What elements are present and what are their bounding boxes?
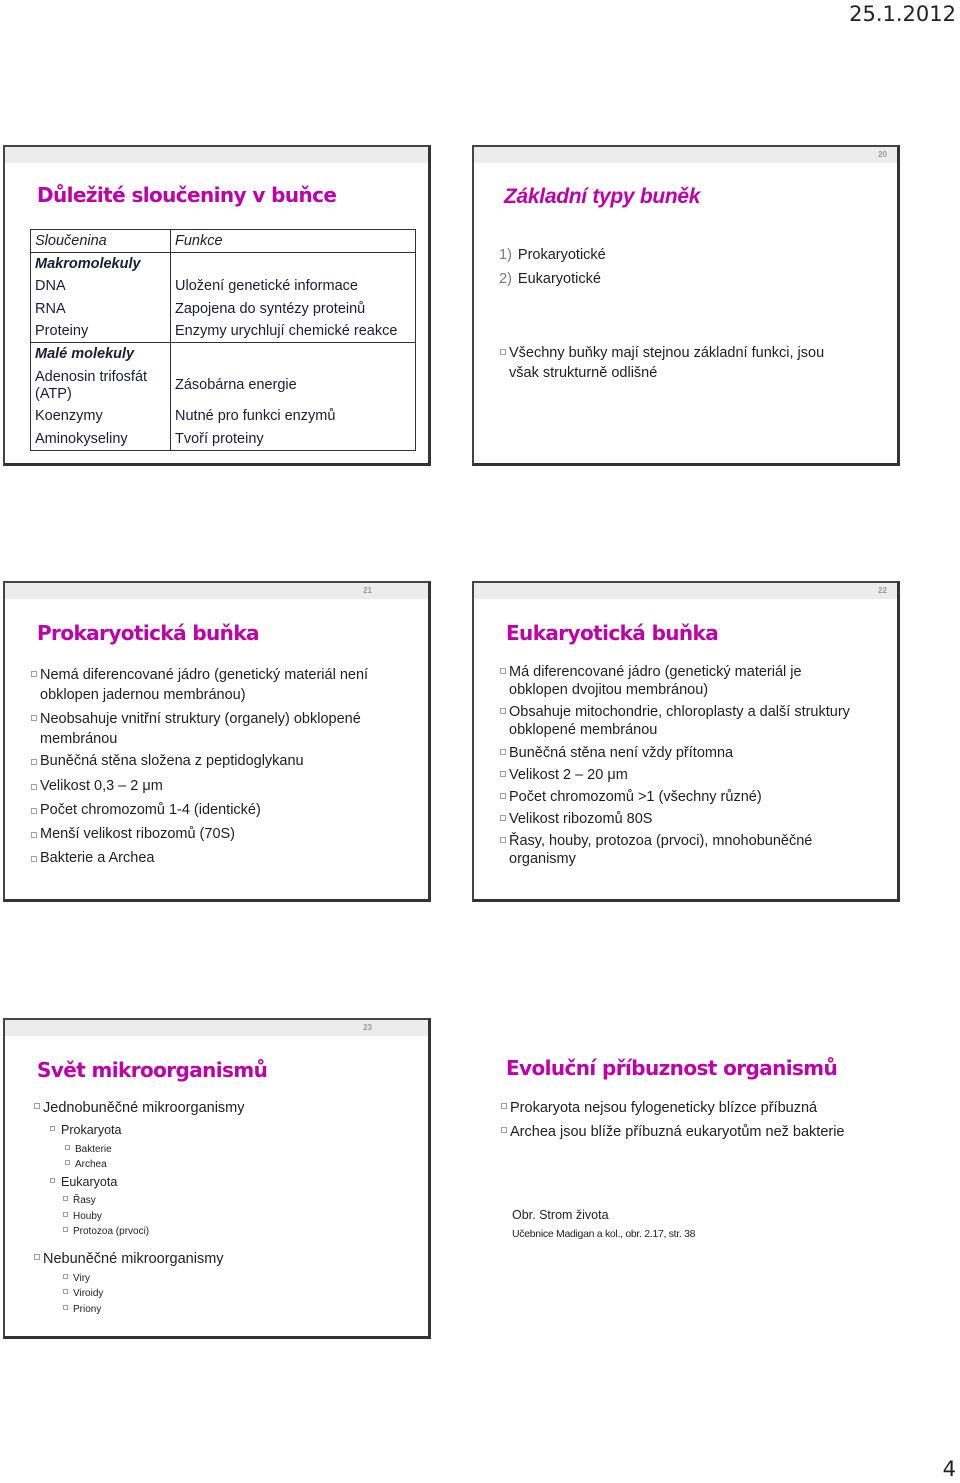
- slide-title: Prokaryotická buňka: [37, 621, 259, 645]
- bullet-icon: [63, 1289, 68, 1294]
- list-item: [499, 247, 606, 263]
- bullet-item: [501, 703, 861, 739]
- table-header-row: [31, 230, 416, 253]
- figure-reference: Obr. Strom života: [512, 1208, 609, 1222]
- bullet-icon: [63, 1305, 68, 1310]
- bullet-text: Priony: [73, 1304, 102, 1315]
- slide-header-bar: [474, 147, 897, 163]
- table-header-cell: Sloučenina: [31, 230, 171, 253]
- table-cell: Zapojena do syntézy proteinů: [175, 300, 366, 317]
- sub-sub-bullet-item: [63, 1226, 149, 1237]
- bullet-item: [32, 802, 261, 818]
- bullet-icon: [63, 1212, 68, 1217]
- page-number: 4: [942, 1457, 956, 1481]
- figure-citation: Učebnice Madigan a kol., obr. 2.17, str. 38: [512, 1228, 696, 1240]
- table-section-row: [31, 343, 416, 366]
- table-row: [31, 366, 416, 406]
- bullet-text: Eukaryota: [61, 1175, 118, 1189]
- table-row: [31, 406, 416, 428]
- sub-sub-bullet-item: [63, 1304, 101, 1315]
- bullet-icon: [31, 832, 37, 838]
- bullet-text: Řasy, houby, protozoa (prvoci), mnohobuněčné organismy: [509, 833, 813, 867]
- table-cell: Aminokyseliny: [31, 428, 171, 451]
- bullet-icon: [31, 715, 37, 721]
- bullet-text: Nebuněčné mikroorganismy: [43, 1251, 224, 1267]
- table-cell: Nutné pro funkci enzymů: [175, 408, 336, 425]
- bullet-item: [501, 788, 762, 806]
- bullet-item: [32, 826, 235, 842]
- table-section-label: Makromolekuly: [31, 253, 171, 276]
- bullet-icon: [500, 837, 506, 843]
- bullet-text: Počet chromozomů >1 (všechny různé): [509, 789, 762, 805]
- bullet-icon: [50, 1178, 55, 1183]
- bullet-icon: [31, 671, 37, 677]
- sub-sub-bullet-item: [63, 1273, 90, 1284]
- print-date: 25.1.2012: [849, 2, 956, 26]
- bullet-icon: [65, 1145, 70, 1150]
- sub-sub-bullet-item: [65, 1144, 112, 1155]
- bullet-text: Počet chromozomů 1-4 (identické): [40, 802, 261, 818]
- bullet-text: Archea: [75, 1159, 107, 1170]
- list-number: 1): [499, 247, 512, 263]
- table-header-cell: Funkce: [175, 232, 223, 249]
- bullet-item: [501, 810, 652, 828]
- bullet-text: Viry: [73, 1273, 91, 1284]
- bullet-text: Jednobuněčné mikroorganismy: [43, 1100, 245, 1116]
- bullet-text: Neobsahuje vnitřní struktury (organely) obklopené membránou: [40, 711, 361, 747]
- bullet-icon: [500, 668, 506, 674]
- table-section-row: [31, 253, 416, 276]
- bullet-text: Buněčná stěna složena z peptidoglykanu: [40, 753, 304, 769]
- sub-sub-bullet-item: [63, 1195, 96, 1206]
- sub-bullet-item: [50, 1175, 117, 1189]
- bullet-text: Prokaryota: [61, 1123, 122, 1137]
- table-section-label: Malé molekuly: [31, 343, 171, 366]
- bullet-icon: [500, 793, 506, 799]
- bullet-text: Má diferencované jádro (genetický materiál je obklopen dvojitou membránou): [509, 664, 802, 698]
- bullet-icon: [500, 349, 506, 355]
- slide-title: Svět mikroorganismů: [37, 1058, 268, 1082]
- bullet-item: [34, 1100, 245, 1116]
- bullet-text: Velikost 2 – 20 μm: [509, 767, 628, 783]
- bullet-icon: [50, 1126, 55, 1131]
- table-row: [31, 298, 416, 320]
- bullet-icon: [34, 1254, 40, 1260]
- bullet-text: Řasy: [73, 1195, 96, 1206]
- bullet-icon: [34, 1103, 40, 1109]
- list-number: 2): [499, 271, 512, 287]
- sub-sub-bullet-item: [65, 1159, 107, 1170]
- bullet-text: Viroidy: [73, 1288, 104, 1299]
- bullet-item: [32, 778, 163, 794]
- bullet-icon: [63, 1227, 68, 1232]
- table-cell: Uložení genetické informace: [175, 278, 358, 295]
- slide-eukaryotic-cell: [472, 581, 900, 902]
- sub-sub-bullet-item: [63, 1211, 102, 1222]
- table-cell: RNA: [31, 298, 171, 320]
- slide-title: Důležité sloučeniny v buňce: [37, 183, 337, 207]
- bullet-icon: [501, 1127, 507, 1133]
- bullet-icon: [501, 1103, 507, 1109]
- slide-number: 21: [363, 586, 372, 595]
- bullet-icon: [500, 815, 506, 821]
- slide-title: Základní typy buněk: [504, 185, 701, 208]
- slide-number: 20: [878, 150, 887, 159]
- table-cell: Koenzymy: [31, 406, 171, 428]
- slide-evolutionary-relationship: [472, 1018, 900, 1339]
- bullet-icon: [65, 1160, 70, 1165]
- table-cell: Zásobárna energie: [175, 377, 297, 394]
- bullet-text: Nemá diferencované jádro (genetický materiál není obklopen jadernou membránou): [40, 667, 369, 703]
- slide-header-bar: [5, 1020, 428, 1036]
- table-cell: Proteiny: [31, 320, 171, 343]
- bullet-icon: [31, 759, 37, 765]
- bullet-icon: [500, 749, 506, 755]
- bullet-text: Archea jsou blíže příbuzná eukaryotům než bakterie: [510, 1124, 845, 1140]
- bullet-text: Velikost ribozomů 80S: [509, 811, 653, 827]
- table-cell: Enzymy urychlují chemické reakce: [175, 322, 398, 339]
- bullet-text: Velikost 0,3 – 2 μm: [40, 778, 163, 794]
- slide-title: Evoluční příbuznost organismů: [506, 1056, 838, 1080]
- slide-number: 23: [363, 1023, 372, 1032]
- table-row: [31, 276, 416, 298]
- bullet-item: [501, 663, 861, 699]
- bullet-icon: [500, 771, 506, 777]
- slide-number: 22: [878, 586, 887, 595]
- slide-header-bar: [5, 583, 428, 599]
- slide-header-bar: [474, 583, 897, 599]
- table-row: [31, 428, 416, 451]
- bullet-item: [501, 766, 628, 784]
- sub-bullet-item: [50, 1123, 121, 1137]
- compounds-table: [30, 229, 416, 451]
- slide-basic-cell-types: [472, 145, 900, 466]
- table-cell: Adenosin trifosfát (ATP): [31, 366, 171, 406]
- bullet-text: Buněčná stěna není vždy přítomna: [509, 745, 734, 761]
- bullet-text: Obsahuje mitochondrie, chloroplasty a další struktury obklopené membránou: [509, 704, 850, 738]
- bullet-text: Bakterie a Archea: [40, 850, 155, 866]
- bullet-item: [34, 1251, 224, 1267]
- bullet-icon: [31, 808, 37, 814]
- bullet-text: Houby: [73, 1211, 102, 1222]
- slide-important-compounds: [3, 145, 431, 466]
- bullet-icon: [31, 856, 37, 862]
- bullet-icon: [500, 708, 506, 714]
- bullet-item: [32, 709, 392, 749]
- table-row: [31, 320, 416, 343]
- list-text: Prokaryotické: [517, 247, 606, 263]
- bullet-item: [501, 1124, 845, 1140]
- bullet-icon: [63, 1196, 68, 1201]
- bullet-item: [32, 850, 154, 866]
- sub-sub-bullet-item: [63, 1288, 103, 1299]
- bullet-icon: [31, 784, 37, 790]
- bullet-item: [501, 343, 851, 383]
- slide-microorganisms: [3, 1018, 431, 1339]
- slide-prokaryotic-cell: [3, 581, 431, 902]
- list-item: [499, 271, 601, 287]
- bullet-text: Bakterie: [75, 1144, 112, 1155]
- bullet-item: [501, 1100, 817, 1116]
- bullet-text: Menší velikost ribozomů (70S): [40, 826, 236, 842]
- bullet-item: [32, 665, 392, 705]
- slide-title: Eukaryotická buňka: [506, 621, 719, 645]
- bullet-text: Prokaryota nejsou fylogeneticky blízce příbuzná: [510, 1100, 818, 1116]
- slide-header-bar: [5, 147, 428, 163]
- table-cell: Tvoří proteiny: [175, 430, 264, 447]
- bullet-item: [501, 832, 861, 868]
- table-cell: DNA: [31, 276, 171, 298]
- bullet-icon: [63, 1274, 68, 1279]
- list-text: Eukaryotické: [517, 271, 601, 287]
- bullet-text: Protozoa (prvoci): [73, 1226, 150, 1237]
- bullet-item: [32, 753, 304, 769]
- bullet-text: Všechny buňky mají stejnou základní funkci, jsou však strukturně odlišné: [509, 345, 825, 381]
- bullet-item: [501, 744, 733, 762]
